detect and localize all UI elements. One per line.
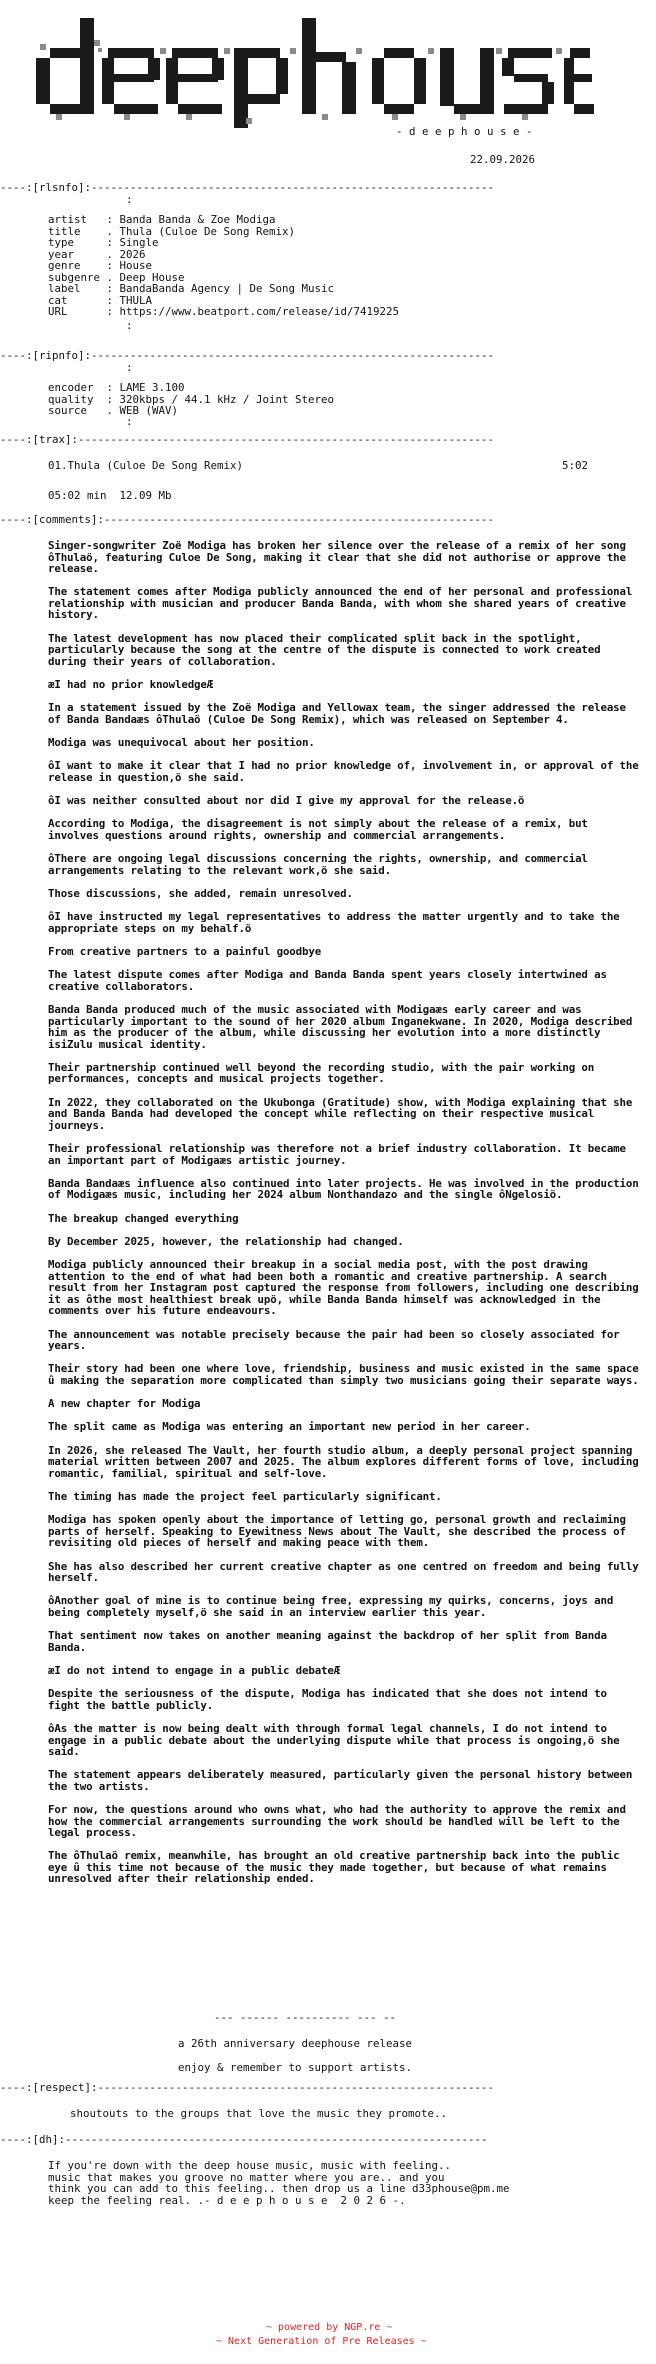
- section-respect-header: ----:[respect]:-------------------------------------------------------------: [0, 2081, 495, 2094]
- comment-paragraph: In a statement issued by the Zoë Modiga and Yellowax team, the singer addressed the release of Banda Bandaæs ôThulaö (Culoe De Song Remix), which was released on September 4.: [48, 701, 626, 726]
- comment-paragraph: The announcement was notable precisely because the pair had been so closely associated for years.: [48, 1327, 620, 1353]
- comment-paragraph: ôI was neither consulted about nor did I give my approval for the release.ö: [48, 794, 525, 808]
- deephouse-logo: [36, 18, 596, 128]
- rlsnfo-row: type : Single: [48, 236, 159, 249]
- comment-paragraph: Their partnership continued well beyond the recording studio, with the pair working on performances, concepts and musical projects together.: [48, 1060, 595, 1086]
- comment-paragraph: æI do not intend to engage in a public debateÆ: [48, 1664, 341, 1677]
- section-trax-label: [trax]: [32, 433, 72, 446]
- rlsnfo-row: subgenre . Deep House: [48, 270, 185, 284]
- comment-paragraph: ôAs the matter is now being dealt with through formal legal channels, I do not intend to engage in a public debate about the underlying dispute while that process is ongoing,ö she said.: [48, 1722, 620, 1759]
- comment-paragraph: The statement appears deliberately measured, particularly given the personal history between the two artists.: [48, 1768, 633, 1793]
- section-trax-header: ----:[trax]:----------------------------------------------------------------: [0, 433, 495, 446]
- ripnfo-colon: :: [126, 361, 133, 374]
- comment-paragraph: Modiga has spoken openly about the importance of letting go, personal growth and reclaiming parts of herself. Speaking to Eyewitness News about The Vault, she described the process of revisiting old pieces of herself and making peace with them.: [48, 1513, 626, 1550]
- comment-paragraph: ôAnother goal of mine is to continue being free, expressing my quirks, concerns, joys and being completely myself,ö she said in an interview earlier this year.: [48, 1594, 614, 1619]
- section-rlsnfo-header: ----:[rlsnfo]:--------------------------------------------------------------: [0, 181, 495, 194]
- ripnfo-table: [48, 382, 334, 417]
- comment-paragraph: The breakup changed everything: [48, 1211, 239, 1225]
- section-dh-header: ----:[dh]:-----------------------------------------------------------------: [0, 2133, 488, 2146]
- section-ripnfo-header: ----:[ripnfo]:--------------------------------------------------------------: [0, 349, 495, 362]
- section-ripnfo-label: [ripnfo]: [32, 349, 85, 362]
- comment-paragraph: In 2022, they collaborated on the Ukubonga (Gratitude) show, with Modiga explaining that she and Banda Banda had developed the concept while reflecting on their respective musical journeys.: [48, 1095, 633, 1132]
- dh-text: [48, 2160, 510, 2206]
- comment-paragraph: ôI have instructed my legal representatives to address the matter urgently and to take the appropriate steps on my behalf.ö: [48, 910, 620, 935]
- ripnfo-colon: :: [126, 415, 133, 428]
- section-respect-label: [respect]: [32, 2081, 92, 2094]
- comment-paragraph: According to Modiga, the disagreement is not simply about the release of a remix, but involves questions around rights, ownership and commercial arrangements.: [48, 817, 588, 842]
- comment-paragraph: Their professional relationship was therefore not a brief industry collaboration. It became an important part of Modigaæs artistic journey.: [48, 1142, 626, 1167]
- comment-paragraph: Banda Bandaæs influence also continued into later projects. He was involved in the production of Modigaæs music, including her 2024 album Nonthandazo and the single ôNgelosiö.: [48, 1176, 639, 1202]
- section-comments-label: [comments]: [32, 513, 98, 526]
- comment-paragraph: The timing has made the project feel particularly significant.: [48, 1490, 442, 1504]
- rlsnfo-row: year . 2026: [48, 247, 146, 261]
- anniversary-line: a 26th anniversary deephouse release: [178, 2037, 413, 2050]
- rlsnfo-row: cat : THULA: [48, 293, 153, 307]
- comment-paragraph: Singer-songwriter Zoë Modiga has broken her silence over the release of a remix of her song ôThulaö, featuring Culoe De Song, making it clear that she did not authorise or approve the release.: [48, 539, 626, 575]
- rlsnfo-colon: :: [126, 193, 133, 206]
- footer-next-gen: ~ Next Generation of Pre Releases ~: [216, 2336, 427, 2347]
- comment-paragraph: She has also described her current creative chapter as one centred on freedom and being fully herself.: [48, 1559, 639, 1585]
- release-url-link[interactable]: https://www.beatport.com/release/id/7419225: [119, 305, 400, 318]
- comment-paragraph: For now, the questions around who owns what, who had the authority to approve the remix and how the commercial arrangements surrounding the work should be handled will be left to the legal process.: [48, 1803, 626, 1840]
- dh-line: If you're down with the deep house music, music with feeling..: [48, 2159, 452, 2172]
- dh-line: music that makes you groove no matter where you are.. and you: [48, 2170, 445, 2184]
- track-title: 01.Thula (Culoe De Song Remix): [48, 459, 244, 472]
- comment-paragraph: The latest dispute comes after Modiga and Banda Banda spent years closely intertwined as creative collaborators.: [48, 968, 607, 993]
- comment-paragraph: Modiga publicly announced their breakup in a social media post, with the post drawing attention to the end of what had been both a romantic and creative partnership. A search result from her Instagram post captured the response from followers, including one describing it as ôthe most healthiest break upö, while Banda Banda himself was acknowledged in the comments over his future endeavours.: [48, 1258, 639, 1318]
- comment-paragraph: Those discussions, she added, remain unresolved.: [48, 886, 353, 900]
- comment-paragraph: ôThere are ongoing legal discussions concerning the rights, ownership, and commercial arrangements relating to the relevant work,ö she said.: [48, 852, 588, 877]
- ripnfo-row: quality : 320kbps / 44.1 kHz / Joint Stereo: [48, 392, 335, 406]
- comment-paragraph: A new chapter for Modiga: [48, 1397, 201, 1411]
- comment-paragraph: Their story had been one where love, friendship, business and music existed in the same space û making the separation more complicated than simply two musicians going their separate ways.: [48, 1362, 639, 1387]
- respect-text: shoutouts to the groups that love the music they promote..: [70, 2107, 448, 2120]
- enjoy-line: enjoy & remember to support artists.: [178, 2061, 413, 2074]
- ripnfo-row: source . WEB (WAV): [48, 404, 179, 417]
- rlsnfo-row: artist : Banda Banda & Zoe Modiga: [48, 213, 276, 226]
- section-comments-header: ----:[comments]:------------------------------------------------------------: [0, 513, 495, 526]
- release-date: 22.09.2026: [470, 153, 536, 166]
- closing-divider: --- ------ ---------- --- --: [214, 2011, 397, 2024]
- comment-paragraph: The split came as Modiga was entering an important new period in her career.: [48, 1420, 531, 1434]
- rlsnfo-row: title . Thula (Culoe De Song Remix): [48, 224, 296, 238]
- total-size: 05:02 min 12.09 Mb: [48, 489, 172, 502]
- section-dh-label: [dh]: [32, 2133, 59, 2146]
- rlsnfo-row: URL : https://www.beatport.com/release/id/7419225: [48, 305, 400, 318]
- logo-tagline: - d e e p h o u s e -: [396, 125, 533, 138]
- footer-powered[interactable]: ~ powered by NGP.re ~: [266, 2322, 393, 2333]
- dh-line: keep the feeling real. .- d e e p h o u s e 2 0 2 6 -.: [48, 2193, 406, 2207]
- comment-paragraph: Modiga was unequivocal about her position.: [48, 735, 315, 749]
- comment-paragraph: Despite the seriousness of the dispute, Modiga has indicated that she does not intend to fight the battle publicly.: [48, 1687, 607, 1712]
- section-rlsnfo-label: [rlsnfo]: [32, 181, 85, 194]
- rlsnfo-row: label : BandaBanda Agency | De Song Music: [48, 282, 335, 295]
- rlsnfo-table: [48, 214, 399, 318]
- rlsnfo-colon: :: [126, 319, 133, 332]
- rlsnfo-row: genre : House: [48, 259, 153, 272]
- comments-article: [48, 540, 644, 1897]
- comment-paragraph: That sentiment now takes on another meaning against the backdrop of her split from Banda Banda.: [48, 1629, 607, 1654]
- comment-paragraph: From creative partners to a painful goodbye: [48, 945, 322, 959]
- comment-paragraph: The statement comes after Modiga publicly announced the end of her personal and professional relationship with musician and producer Banda Banda, with whom she shared years of creative history.: [48, 585, 633, 622]
- comment-paragraph: The latest development has now placed their complicated split back in the spotlight, particularly because the song at the centre of the dispute is connected to work created during their years of collaboration.: [48, 631, 601, 668]
- comment-paragraph: The ôThulaö remix, meanwhile, has brought an old creative partnership back into the public eye û this time not because of the music they made together, but because of what remains unresolved after their relationship ended.: [48, 1849, 620, 1886]
- comment-paragraph: By December 2025, however, the relationship had changed.: [48, 1234, 404, 1248]
- track-length: 5:02: [562, 459, 589, 472]
- comment-paragraph: In 2026, she released The Vault, her fourth studio album, a deeply personal project spanning material written between 2007 and 2025. The album explores different forms of love, including romantic, familial, spiritual and self-love.: [48, 1443, 639, 1480]
- comment-paragraph: ôI want to make it clear that I had no prior knowledge of, involvement in, or approval of the release in question,ö she said.: [48, 759, 639, 784]
- comment-paragraph: æI had no prior knowledgeÆ: [48, 677, 214, 691]
- comment-paragraph: Banda Banda produced much of the music associated with Modigaæs early career and was particularly important to the sound of her 2020 album Inganekwane. In 2020, Modiga described him as the producer of the album, while discussing her evolution into a more distinctly isiZulu musical identity.: [48, 1003, 633, 1051]
- ripnfo-row: encoder : LAME 3.100: [48, 381, 185, 394]
- dh-line: think you can add to this feeling.. then drop us a line d33phouse@pm.me: [48, 2182, 510, 2195]
